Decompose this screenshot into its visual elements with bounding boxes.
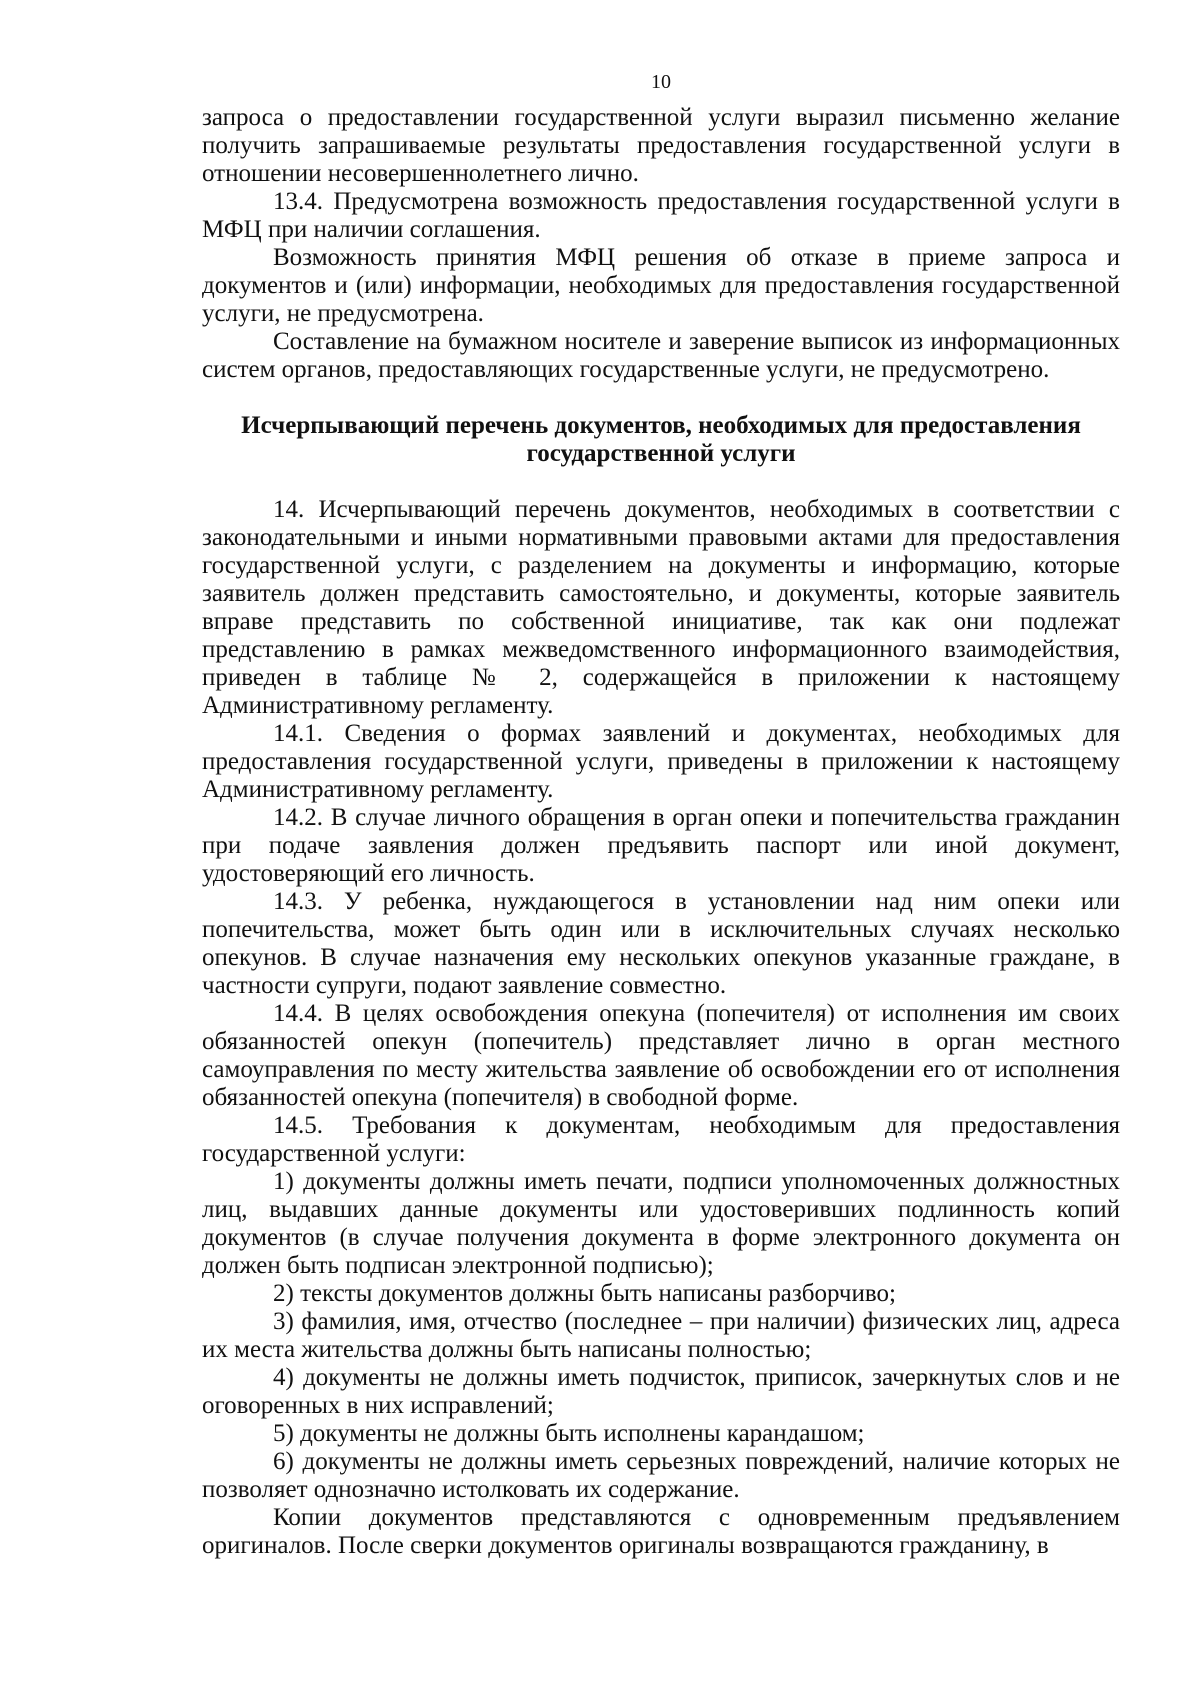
list-item: 5) документы не должны быть исполнены карандашом; [273,1420,865,1447]
list-item: 3) фамилия, имя, отчество (последнее – при наличии) физических лиц, адреса их места жительства должны быть написаны полностью; [202,1308,1120,1363]
list-item: 2) тексты документов должны быть написаны разборчиво; [273,1280,896,1307]
paragraph: Копии документов представляются с одновременным предъявлением оригиналов. После сверки документов оригиналы возвращаются гражданину, в [202,1504,1120,1559]
paragraph: 14. Исчерпывающий перечень документов, необходимых в соответствии с законодательными и иными нормативными правовыми актами для предоставления государственной услуги, с разделением на документы и информацию, которые заявитель должен представить самостоятельно, и документы, которые заявитель вправе представить по собственной инициативе, так как они подлежат представлению в рамках межведомственного информационного взаимодействия, приведен в таблице № 2, содержащейся в приложении к настоящему Административному регламенту. [202,496,1120,719]
paragraph: 14.4. В целях освобождения опекуна (попечителя) от исполнения им своих обязанностей опекун (попечитель) представляет лично в орган местного самоуправления по месту жительства заявление об освобождении его от исполнения обязанностей опекуна (попечителя) в свободной форме. [202,1000,1120,1111]
list-item: 4) документы не должны иметь подчисток, приписок, зачеркнутых слов и не оговоренных в них исправлений; [202,1364,1120,1419]
paragraph: 13.4. Предусмотрена возможность предоставления государственной услуги в МФЦ при наличии соглашения. [202,188,1120,243]
list-item: 6) документы не должны иметь серьезных повреждений, наличие которых не позволяет однозначно истолковать их содержание. [202,1448,1120,1503]
page-number: 10 [651,71,671,93]
paragraph: 14.3. У ребенка, нуждающегося в установлении над ним опеки или попечительства, может быть один или в исключительных случаях несколько опекунов. В случае назначения ему нескольких опекунов указанные граждане, в частности супруги, подают заявление совместно. [202,888,1120,999]
section-before [202,104,1120,384]
paragraph: 14.1. Сведения о формах заявлений и документах, необходимых для предоставления государственной услуги, приведены в приложении к настоящему Административному регламенту. [202,720,1120,803]
section-after [202,496,1120,1560]
list-item: 1) документы должны иметь печати, подписи уполномоченных должностных лиц, выдавших данные документы или удостоверивших подлинность копий документов (в случае получения документа в форме электронного документа он должен быть подписан электронной подписью); [202,1168,1120,1279]
paragraph: 14.2. В случае личного обращения в орган опеки и попечительства гражданин при подаче заявления должен предъявить паспорт или иной документ, удостоверяющий его личность. [202,804,1120,887]
paragraph: Возможность принятия МФЦ решения об отказе в приеме запроса и документов и (или) информации, необходимых для предоставления государственной услуги, не предусмотрена. [202,244,1120,327]
paragraph: запроса о предоставлении государственной услуги выразил письменно желание получить запрашиваемые результаты предоставления государственной услуги в отношении несовершеннолетнего лично. [202,104,1120,187]
paragraph: 14.5. Требования к документам, необходимым для предоставления государственной услуги: [202,1112,1120,1167]
section-heading: Исчерпывающий перечень документов, необходимых для предоставления государственной услуги [241,412,1081,467]
paragraph: Составление на бумажном носителе и заверение выписок из информационных систем органов, предоставляющих государственные услуги, не предусмотрено. [202,328,1120,383]
